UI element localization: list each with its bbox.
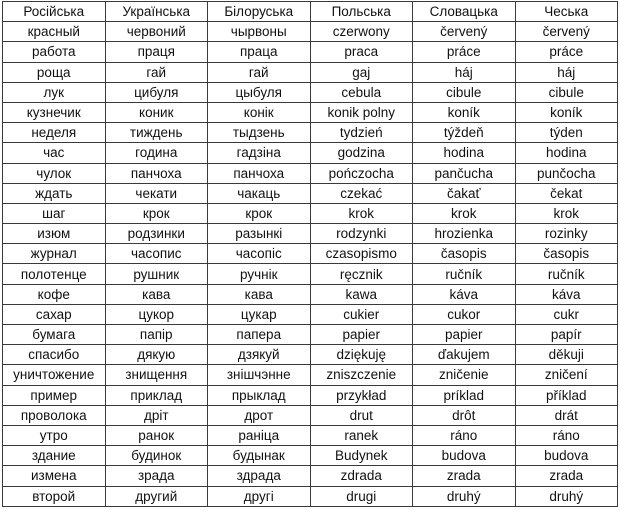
cell-belarusian: конік — [208, 102, 311, 122]
cell-belarusian: цыбуля — [208, 82, 311, 102]
column-header-slovak: Словацька — [413, 2, 516, 22]
cell-slovak: ráno — [413, 425, 516, 445]
cell-czech: drát — [515, 405, 618, 425]
cell-belarusian: папера — [208, 325, 311, 345]
cell-belarusian: здрада — [208, 466, 311, 486]
table-row — [3, 183, 618, 203]
column-header-belarusian: Білоруська — [208, 2, 311, 22]
cell-belarusian: тыдзень — [208, 123, 311, 143]
cell-slovak: druhý — [413, 486, 516, 506]
cell-belarusian: цукар — [208, 304, 311, 324]
cell-slovak: háj — [413, 62, 516, 82]
cell-ukrainian: чекати — [105, 183, 208, 203]
cell-czech: budova — [515, 446, 618, 466]
cell-ukrainian: цукор — [105, 304, 208, 324]
cell-czech: háj — [515, 62, 618, 82]
cell-czech: práce — [515, 42, 618, 62]
cell-polish: pończocha — [310, 163, 413, 183]
cell-ukrainian: крок — [105, 203, 208, 223]
table-row — [3, 486, 618, 506]
cell-belarusian: гадзіна — [208, 143, 311, 163]
cell-polish: gaj — [310, 62, 413, 82]
cell-ukrainian: коник — [105, 102, 208, 122]
cell-polish: rodzynki — [310, 224, 413, 244]
cell-czech: příklad — [515, 385, 618, 405]
cell-ukrainian: зрада — [105, 466, 208, 486]
cell-russian: полотенце — [3, 264, 106, 284]
cell-russian: шаг — [3, 203, 106, 223]
table-row — [3, 405, 618, 425]
language-comparison-table — [2, 1, 618, 507]
cell-czech: hodina — [515, 143, 618, 163]
cell-belarusian: дзякуй — [208, 345, 311, 365]
table-row — [3, 143, 618, 163]
cell-ukrainian: цибуля — [105, 82, 208, 102]
cell-polish: zniszczenie — [310, 365, 413, 385]
cell-belarusian: будынак — [208, 446, 311, 466]
cell-polish: godzina — [310, 143, 413, 163]
cell-russian: бумага — [3, 325, 106, 345]
cell-slovak: časopis — [413, 244, 516, 264]
cell-slovak: práce — [413, 42, 516, 62]
cell-polish: przykład — [310, 385, 413, 405]
cell-belarusian: прыклад — [208, 385, 311, 405]
cell-slovak: cukor — [413, 304, 516, 324]
cell-russian: проволока — [3, 405, 106, 425]
cell-russian: работа — [3, 42, 106, 62]
column-header-ukrainian: Українська — [105, 2, 208, 22]
cell-ukrainian: знищення — [105, 365, 208, 385]
cell-polish: drugi — [310, 486, 413, 506]
cell-russian: кофе — [3, 284, 106, 304]
table-row — [3, 284, 618, 304]
column-header-russian: Російська — [3, 2, 106, 22]
cell-czech: krok — [515, 203, 618, 223]
cell-slovak: ďakujem — [413, 345, 516, 365]
cell-ukrainian: приклад — [105, 385, 208, 405]
cell-slovak: príklad — [413, 385, 516, 405]
cell-slovak: zničenie — [413, 365, 516, 385]
cell-czech: papír — [515, 325, 618, 345]
cell-russian: час — [3, 143, 106, 163]
table-row — [3, 325, 618, 345]
cell-russian: спасибо — [3, 345, 106, 365]
table-row — [3, 163, 618, 183]
cell-czech: káva — [515, 284, 618, 304]
cell-slovak: papier — [413, 325, 516, 345]
column-header-czech: Чеська — [515, 2, 618, 22]
cell-ukrainian: кава — [105, 284, 208, 304]
cell-belarusian: раніца — [208, 425, 311, 445]
cell-czech: čekat — [515, 183, 618, 203]
cell-russian: уничтожение — [3, 365, 106, 385]
cell-russian: измена — [3, 466, 106, 486]
cell-russian: красный — [3, 22, 106, 42]
cell-ukrainian: панчоха — [105, 163, 208, 183]
cell-ukrainian: будинок — [105, 446, 208, 466]
cell-russian: роща — [3, 62, 106, 82]
cell-polish: kawa — [310, 284, 413, 304]
cell-slovak: červený — [413, 22, 516, 42]
table-row — [3, 345, 618, 365]
cell-belarusian: гай — [208, 62, 311, 82]
cell-belarusian: другі — [208, 486, 311, 506]
cell-polish: cebula — [310, 82, 413, 102]
cell-polish: Budynek — [310, 446, 413, 466]
cell-russian: лук — [3, 82, 106, 102]
cell-slovak: týždeň — [413, 123, 516, 143]
cell-belarusian: знішчэнне — [208, 365, 311, 385]
cell-russian: чулок — [3, 163, 106, 183]
cell-ukrainian: дякую — [105, 345, 208, 365]
table-row — [3, 264, 618, 284]
cell-slovak: hrozienka — [413, 224, 516, 244]
cell-belarusian: чакаць — [208, 183, 311, 203]
cell-czech: cukr — [515, 304, 618, 324]
table-row — [3, 466, 618, 486]
cell-polish: czasopismo — [310, 244, 413, 264]
cell-russian: изюм — [3, 224, 106, 244]
cell-ukrainian: папір — [105, 325, 208, 345]
cell-slovak: ručník — [413, 264, 516, 284]
cell-russian: утро — [3, 425, 106, 445]
table-row — [3, 22, 618, 42]
cell-slovak: čakať — [413, 183, 516, 203]
cell-czech: ručník — [515, 264, 618, 284]
cell-polish: dziękuję — [310, 345, 413, 365]
cell-russian: неделя — [3, 123, 106, 143]
cell-czech: zničení — [515, 365, 618, 385]
cell-czech: děkuji — [515, 345, 618, 365]
cell-polish: konik polny — [310, 102, 413, 122]
cell-polish: papier — [310, 325, 413, 345]
table-row — [3, 82, 618, 102]
cell-polish: zdrada — [310, 466, 413, 486]
table-row — [3, 102, 618, 122]
cell-polish: czerwony — [310, 22, 413, 42]
cell-ukrainian: рушник — [105, 264, 208, 284]
cell-czech: ráno — [515, 425, 618, 445]
cell-ukrainian: червоний — [105, 22, 208, 42]
cell-russian: второй — [3, 486, 106, 506]
cell-czech: časopis — [515, 244, 618, 264]
cell-slovak: koník — [413, 102, 516, 122]
cell-belarusian: дрот — [208, 405, 311, 425]
cell-czech: koník — [515, 102, 618, 122]
cell-czech: červený — [515, 22, 618, 42]
cell-ukrainian: гай — [105, 62, 208, 82]
table-row — [3, 123, 618, 143]
cell-polish: praca — [310, 42, 413, 62]
cell-russian: ждать — [3, 183, 106, 203]
cell-polish: tydzień — [310, 123, 413, 143]
cell-ukrainian: дріт — [105, 405, 208, 425]
cell-czech: punčocha — [515, 163, 618, 183]
cell-belarusian: чырвоны — [208, 22, 311, 42]
cell-slovak: zrada — [413, 466, 516, 486]
cell-ukrainian: праця — [105, 42, 208, 62]
cell-ukrainian: часопис — [105, 244, 208, 264]
cell-ukrainian: ранок — [105, 425, 208, 445]
cell-ukrainian: другий — [105, 486, 208, 506]
cell-slovak: pančucha — [413, 163, 516, 183]
column-header-polish: Польська — [310, 2, 413, 22]
table-row — [3, 224, 618, 244]
table-row — [3, 425, 618, 445]
cell-polish: czekać — [310, 183, 413, 203]
header-row — [3, 2, 618, 22]
cell-slovak: cibule — [413, 82, 516, 102]
cell-czech: cibule — [515, 82, 618, 102]
cell-czech: rozinky — [515, 224, 618, 244]
cell-ukrainian: година — [105, 143, 208, 163]
cell-belarusian: праца — [208, 42, 311, 62]
table-row — [3, 62, 618, 82]
cell-slovak: hodina — [413, 143, 516, 163]
cell-belarusian: ручнік — [208, 264, 311, 284]
table-row — [3, 304, 618, 324]
cell-slovak: krok — [413, 203, 516, 223]
cell-czech: týden — [515, 123, 618, 143]
cell-ukrainian: тиждень — [105, 123, 208, 143]
cell-russian: журнал — [3, 244, 106, 264]
cell-polish: cukier — [310, 304, 413, 324]
cell-russian: сахар — [3, 304, 106, 324]
cell-belarusian: разынкі — [208, 224, 311, 244]
cell-czech: druhý — [515, 486, 618, 506]
cell-belarusian: часопіс — [208, 244, 311, 264]
cell-russian: кузнечик — [3, 102, 106, 122]
cell-slovak: budova — [413, 446, 516, 466]
table-row — [3, 203, 618, 223]
table-row — [3, 42, 618, 62]
cell-ukrainian: родзинки — [105, 224, 208, 244]
table-row — [3, 365, 618, 385]
cell-russian: пример — [3, 385, 106, 405]
table-row — [3, 446, 618, 466]
table-row — [3, 244, 618, 264]
cell-czech: zrada — [515, 466, 618, 486]
cell-polish: drut — [310, 405, 413, 425]
cell-polish: ranek — [310, 425, 413, 445]
cell-belarusian: панчоха — [208, 163, 311, 183]
table-body — [3, 22, 618, 507]
table-row — [3, 385, 618, 405]
cell-polish: krok — [310, 203, 413, 223]
cell-belarusian: кава — [208, 284, 311, 304]
cell-russian: здание — [3, 446, 106, 466]
cell-belarusian: крок — [208, 203, 311, 223]
cell-slovak: drôt — [413, 405, 516, 425]
cell-polish: ręcznik — [310, 264, 413, 284]
cell-slovak: káva — [413, 284, 516, 304]
